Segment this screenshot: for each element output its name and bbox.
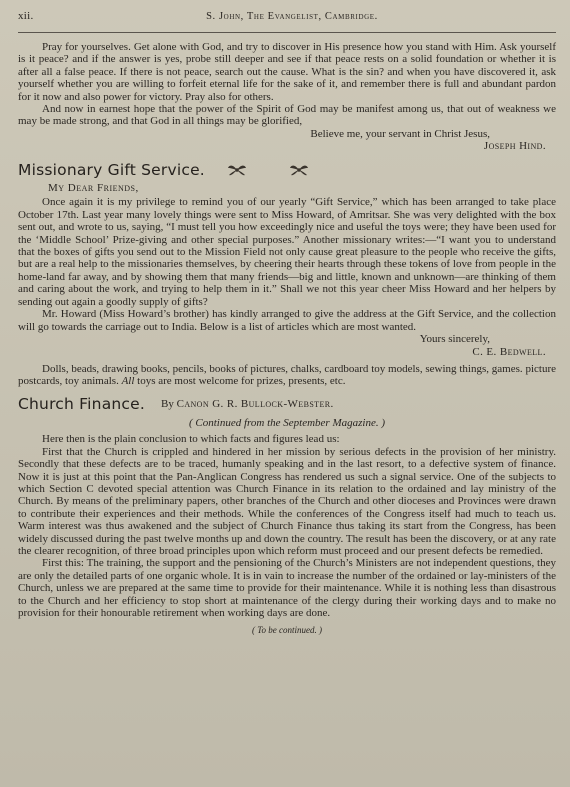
finance-paragraph-1: Here then is the plain conclusion to which facts and figures lead us: <box>42 433 340 446</box>
hind-closing: Believe me, your servant in Christ Jesus, <box>310 127 490 140</box>
missionary-salutation: My Dear Friends, <box>48 182 139 195</box>
finance-heading <box>18 395 556 413</box>
finance-title: Church Finance. <box>18 395 145 414</box>
floral-ornament-icon <box>289 163 309 177</box>
bedwell-signature: C. E. Bedwell. <box>472 345 546 358</box>
missionary-paragraph-2: Mr. Howard (Miss Howard’s brother) has kindly arranged to give the address at the Gift Service, and the collection will go towards the carriage out to India. Below is a list of articles which are most wanted. <box>18 308 556 333</box>
missionary-paragraph-1: Once again it is my privilege to remind you of our yearly “Gift Service,” which has been arranged to take place October 17th. Last year many lovely things were sent to Miss Howard, of Amritsar. She was very delighted with the box sent out, and wrote to us, saying, “I must tell you how exceedingly nice and useful the toys were; they have been used for the ‘Middle School’ Prize-giving and other special purposes.” Another missionary writes:—“I want you to understand that the boxes of gifts you send out to the Mission Field not only cause great pleasure to the people who receive the gifts, but are a real help to the missionaries themselves, by cheering their hearts through these tokens of love from people in the home-land far away, and by showing them that many friends—big and little, known and unknown—are thinking of them and caring about the work, and trying to help them in it.” Shall we not this year cheer Miss Howard and her helpers by sending out again a goodly supply of gifts? <box>18 196 556 308</box>
floral-ornament-icon <box>227 163 247 177</box>
letter-hind <box>18 41 556 153</box>
wanted-articles-list: Dolls, beads, drawing books, pencils, books of pictures, chalks, cardboard toy models, sewing things, games. picture postcards, toy animals. All toys are most welcome for prizes, presents, etc. <box>18 362 556 387</box>
running-header <box>18 10 556 26</box>
hind-paragraph-1: Pray for yourselves. Get alone with God, and try to discover in His presence how you stand with Him. Ask yourself is it peace? and if the answer is yes, probe still deeper and see if that peace rests on a solid foundation or whether it is after all a false peace. If there is not peace, search out the cause. What is the sin? and when you have discovered it, ask yourself whether you are willing to forfeit eternal life for the sake of it, and remember there is full and abundant pardon for it now and also power for victory. Pray also for others. <box>18 41 556 103</box>
missionary-heading <box>18 161 556 179</box>
running-title: S. John, The Evangelist, Cambridge. <box>206 11 378 22</box>
missionary-gift-section <box>18 161 556 387</box>
church-finance-section <box>18 395 556 635</box>
page-number: xii. <box>18 10 34 22</box>
bedwell-closing: Yours sincerely, <box>419 332 490 345</box>
hind-signature: Joseph Hind. <box>483 140 546 153</box>
to-be-continued-note: ( To be continued. ) <box>252 625 322 636</box>
finance-paragraph-2: First that the Church is crippled and hindered in her mission by serious defects in the provision of her ministry. Secondly that these defects are to be traced, humanly speaking and in the last resort, to a defective system of finance. Now it is just at this point that the Pan-Anglican Congress has rendered us such a signal service. One of the subjects to which Section C devoted special attention was Church Finance in its relation to the ordained and lay ministry of the Church. By means of the preliminary papers, other branches of the Church and other dioceses and Provinces were drawn to contribute their experiences and their methods. While the conferences of the Congress itself had much to teach us. Warm interest was thus awakened and the subject of Church Finance thus taking its start from the Congress, has been widely discussed during the past twelve months up and down the country. The result has been the discovery, or at any rate the clearer recognition, of three broad principles upon which reform must proceed and our present defects be remedied. <box>18 445 556 557</box>
continued-note: ( Continued from the September Magazine. ) <box>188 417 386 430</box>
finance-byline: By Canon G. R. Bullock-Webster. <box>161 398 334 411</box>
missionary-title: Missionary Gift Service. <box>18 161 205 180</box>
hind-paragraph-2: And now in earnest hope that the power of the Spirit of God may be manifest among us, that out of weakness we may be made strong, and that God in all things may be glorified, <box>18 103 556 128</box>
finance-paragraph-3: First this: The training, the support and the pensioning of the Church’s Ministers are not independent questions, they are only the detailed parts of one organic whole. It is in vain to increase the number of the ordained or lay-ministers of the Church, unless we are prepared at the same time to provide for their maintenance. While it is nothing less than disastrous to the Church and her efficiency to stop short at maintenance of the clergy during their working days and to make no provision for their honourable retirement when working days are done. <box>18 557 556 619</box>
header-rule <box>18 32 556 33</box>
